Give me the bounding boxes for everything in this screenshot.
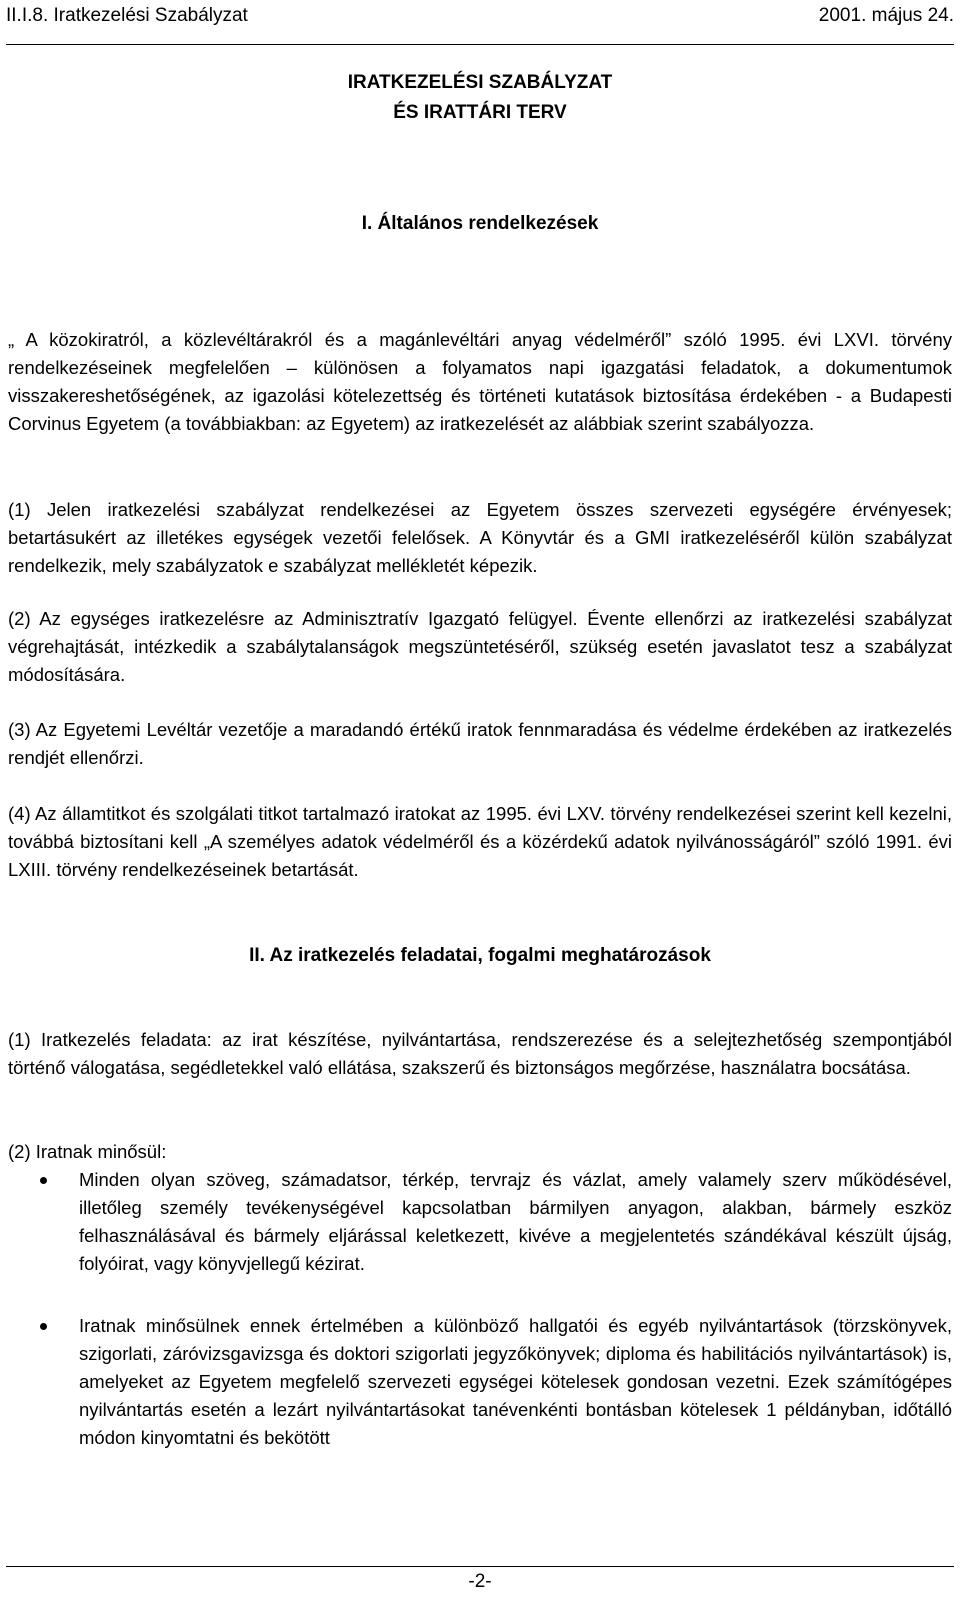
page-footer — [6, 1566, 954, 1607]
paragraph-4: (4) Az államtitkot és szolgálati titkot tartalmazó iratokat az 1995. évi LXV. törvény rendelkezései szerint kell kezelni, továbbá biztosítani kell „A személyes adatok védelméről és a közérdekű adatok nyilvánosságáról” szóló 1991. évi LXIII. törvény rendelkezéseinek betartását. — [8, 803, 952, 880]
section2-paragraph-2: (2) Iratnak minősül: — [8, 1141, 167, 1162]
list-item-text: Iratnak minősülnek ennek értelmében a különböző hallgatói és egyéb nyilvántartások (törzskönyvek, szigorlati, záróvizsgavizsga és doktori szigorlati jegyzőkönyvek; diploma és habilitációs nyilvántartások) is, amelyeket az Egyetem megfelelő szervezeti egységei kötelesek gondosan vezetni. Ezek számítógépes nyilvántartás esetén a lezárt nyilvántartásokat tanévenkénti bontásban kötelesek 1 példányban, időtálló módon kinyomtatni és bekötött — [79, 1315, 952, 1448]
paragraph-1: (1) Jelen iratkezelési szabályzat rendelkezései az Egyetem összes szervezeti egységére érvényesek; betartásukért az illetékes egységek vezetői felelősek. A Könyvtár és a GMI iratkezeléséről külön szabályzat rendelkezik, mely szabályzatok e szabályzat mellékletét képezik. — [8, 499, 952, 576]
paragraph-2: (2) Az egységes iratkezelésre az Adminisztratív Igazgató felügyel. Évente ellenőrzi az iratkezelési szabályzat végrehajtását, intézkedik a szabálytalanságok megszüntetéséről, szükség esetén javaslatot tesz a szabályzat módosítására. — [8, 608, 952, 685]
page-number: -2- — [468, 1571, 492, 1592]
document-title-line-1: IRATKEZELÉSI SZABÁLYZAT — [347, 72, 613, 93]
section-heading-tasks: II. Az iratkezelés feladatai, fogalmi meghatározások — [249, 945, 711, 966]
section2-paragraph-1: (1) Iratkezelés feladata: az irat készítése, nyilvántartása, rendszerezése és a selejtezhetőség szempontjából történő válogatása, segédletekkel való ellátása, szakszerű és biztonságos megőrzése, használatra bocsátása. — [8, 1029, 952, 1078]
bullet-icon — [40, 1177, 47, 1184]
bullet-icon — [40, 1323, 47, 1330]
intro-paragraph: „ A közokiratról, a közlevéltárakról és a magánlevéltári anyag védelméről” szóló 1995. évi LXVI. törvény rendelkezéseinek megfelelően – különösen a folyamatos napi igazgatási feladatok, a dokumentumok visszakereshetőségének, az igazolási kötelezettség és történeti kutatások biztosítása érdekében - a Budapesti Corvinus Egyetem (a továbbiakban: az Egyetem) az iratkezelését az alábbiak szerint szabályozza. — [8, 329, 952, 434]
header-date: 2001. május 24. — [818, 5, 954, 26]
paragraph-3: (3) Az Egyetemi Levéltár vezetője a maradandó értékű iratok fennmaradása és védelme érdekében az iratkezelés rendjét ellenőrzi. — [8, 719, 952, 768]
document-title-line-2: ÉS IRATTÁRI TERV — [393, 102, 567, 123]
header-document-id: II.I.8. Iratkezelési Szabályzat — [6, 5, 248, 26]
section-heading-general: I. Általános rendelkezések — [361, 213, 599, 234]
list-item-text: Minden olyan szöveg, számadatsor, térkép, tervrajz és vázlat, amely valamely szerv működésével, illetőleg személy tevékenységével kapcsolatban bármilyen anyagon, alakban, bármely eszköz felhasználásával és bármely eljárással keletkezett, kivéve a megjelentetés szándékával készült újság, folyóirat, vagy könyvjellegű kézirat. — [79, 1169, 952, 1274]
page-header — [6, 4, 954, 45]
